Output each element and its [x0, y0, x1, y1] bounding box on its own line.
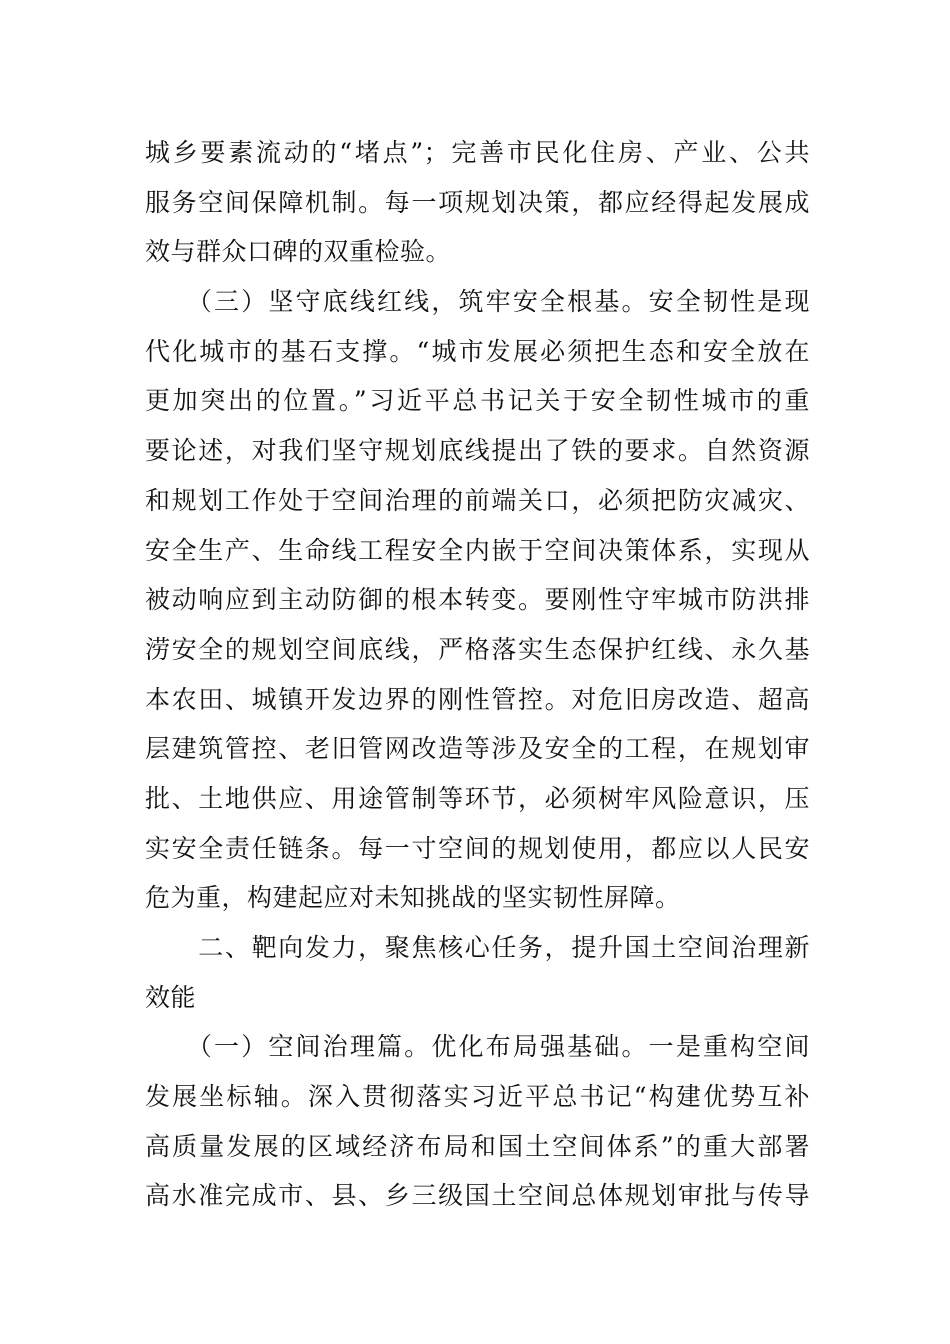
- text-line: 涝安全的规划空间底线，严格落实生态保护红线、永久基: [145, 634, 810, 664]
- text-line: （一）空间治理篇。优化布局强基础。一是重构空间: [145, 1032, 810, 1062]
- text-line: 和规划工作处于空间治理的前端关口，必须把防灾减灾、: [145, 485, 810, 515]
- text-line: 效与群众口碑的双重检验。: [145, 237, 452, 267]
- document-body-text: [145, 128, 810, 1221]
- text-line: 高质量发展的区域经济布局和国土空间体系”的重大部署: [145, 1131, 810, 1161]
- text-line: 更加突出的位置。”习近平总书记关于安全韧性城市的重: [145, 386, 810, 416]
- text-line: 服务空间保障机制。每一项规划决策，都应经得起发展成: [145, 187, 810, 217]
- text-line: 二、靶向发力，聚焦核心任务，提升国土空间治理新: [145, 933, 810, 962]
- text-line: 高水准完成市、县、乡三级国土空间总体规划审批与传导: [145, 1181, 810, 1211]
- text-line: 批、土地供应、用途管制等环节，必须树牢风险意识，压: [145, 783, 810, 813]
- text-line: 安全生产、生命线工程安全内嵌于空间决策体系，实现从: [145, 535, 810, 565]
- text-line: 本农田、城镇开发边界的刚性管控。对危旧房改造、超高: [145, 684, 810, 714]
- text-line: 实安全责任链条。每一寸空间的规划使用，都应以人民安: [145, 833, 810, 863]
- text-line: 危为重，构建起应对未知挑战的坚实韧性屏障。: [145, 883, 681, 913]
- text-line: 被动响应到主动防御的根本转变。要刚性守牢城市防洪排: [145, 585, 810, 615]
- text-line: 要论述，对我们坚守规划底线提出了铁的要求。自然资源: [145, 436, 810, 466]
- text-line: 发展坐标轴。深入贯彻落实习近平总书记“构建优势互补: [145, 1082, 810, 1112]
- text-line: 城乡要素流动的“堵点”；完善市民化住房、产业、公共: [145, 138, 810, 167]
- text-line: （三）坚守底线红线，筑牢安全根基。安全韧性是现: [145, 287, 810, 317]
- text-line: 效能: [145, 982, 197, 1012]
- text-line: 代化城市的基石支撑。“城市发展必须把生态和安全放在: [145, 336, 810, 366]
- text-line: 层建筑管控、老旧管网改造等涉及安全的工程，在规划审: [145, 734, 810, 764]
